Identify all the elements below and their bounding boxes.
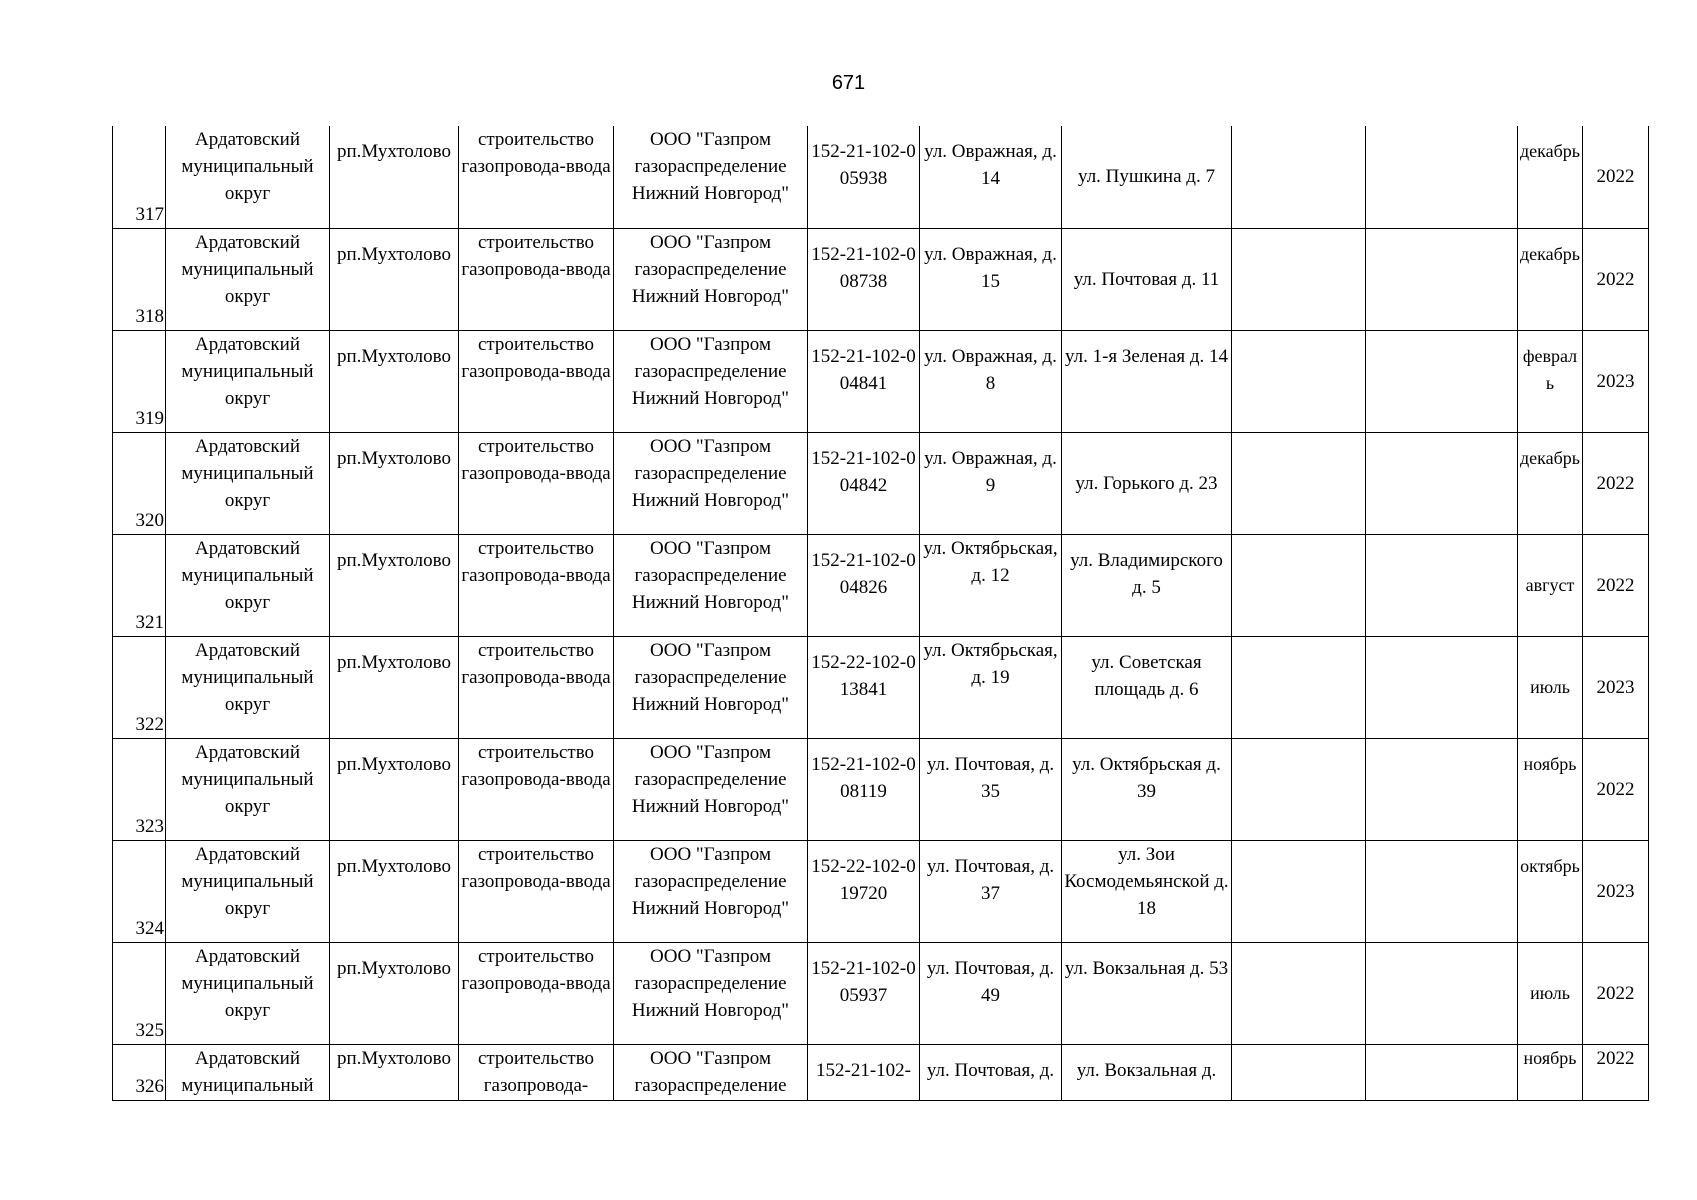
month-cell: август: [1518, 534, 1583, 636]
month-cell: ноябрь: [1518, 738, 1583, 840]
month-cell: ноябрь: [1518, 1044, 1583, 1100]
year-cell: 2023: [1583, 330, 1649, 432]
row-number: 326: [113, 1044, 166, 1100]
gas-pipeline-table: [112, 126, 1649, 1101]
table-row: [113, 228, 1649, 330]
organization-cell: ООО "Газпром газораспределение Нижний Новгород": [614, 432, 808, 534]
extra1-cell: [1232, 636, 1366, 738]
extra1-cell: [1232, 840, 1366, 942]
district-cell: Ардатовский муниципальный округ: [166, 738, 330, 840]
settlement-cell: рп.Мухтолово: [330, 942, 459, 1044]
table-row: [113, 1044, 1649, 1100]
extra2-cell: [1366, 126, 1518, 228]
row-number: 320: [113, 432, 166, 534]
row-number: 322: [113, 636, 166, 738]
table-body: [113, 126, 1649, 1100]
address2-cell: ул. Почтовая д. 11: [1062, 228, 1232, 330]
month-cell: июль: [1518, 636, 1583, 738]
table-row: [113, 330, 1649, 432]
organization-cell: ООО "Газпром газораспределение Нижний Новгород": [614, 228, 808, 330]
address-cell: ул. Овражная, д. 15: [920, 228, 1062, 330]
object-code-cell: 152-21-102-: [808, 1044, 920, 1100]
address-cell: ул. Овражная, д. 8: [920, 330, 1062, 432]
address2-cell: ул. 1-я Зеленая д. 14: [1062, 330, 1232, 432]
extra2-cell: [1366, 738, 1518, 840]
district-cell: Ардатовский муниципальный округ: [166, 636, 330, 738]
district-cell: Ардатовский муниципальный округ: [166, 840, 330, 942]
year-cell: 2022: [1583, 126, 1649, 228]
year-cell: 2022: [1583, 942, 1649, 1044]
address-cell: ул. Почтовая, д.: [920, 1044, 1062, 1100]
object-code-cell: 152-21-102-005937: [808, 942, 920, 1044]
address-cell: ул. Октябрьская, д. 19: [920, 636, 1062, 738]
extra2-cell: [1366, 330, 1518, 432]
extra1-cell: [1232, 126, 1366, 228]
address2-cell: ул. Вокзальная д.: [1062, 1044, 1232, 1100]
page-number: 671: [831, 72, 866, 94]
extra1-cell: [1232, 738, 1366, 840]
table-row: [113, 636, 1649, 738]
settlement-cell: рп.Мухтолово: [330, 738, 459, 840]
district-cell: Ардатовский муниципальный округ: [166, 126, 330, 228]
extra1-cell: [1232, 228, 1366, 330]
settlement-cell: рп.Мухтолово: [330, 636, 459, 738]
settlement-cell: рп.Мухтолово: [330, 228, 459, 330]
district-cell: Ардатовский муниципальный округ: [166, 534, 330, 636]
extra1-cell: [1232, 1044, 1366, 1100]
work-type-cell: строительство газопровода-ввода: [459, 840, 614, 942]
extra2-cell: [1366, 942, 1518, 1044]
work-type-cell: строительство газопровода-ввода: [459, 432, 614, 534]
month-cell: октябрь: [1518, 840, 1583, 942]
address2-cell: ул. Горького д. 23: [1062, 432, 1232, 534]
table-row: [113, 534, 1649, 636]
table-row: [113, 126, 1649, 228]
row-number: 321: [113, 534, 166, 636]
year-cell: 2023: [1583, 840, 1649, 942]
year-cell: 2022: [1583, 738, 1649, 840]
address-cell: ул. Почтовая, д. 35: [920, 738, 1062, 840]
settlement-cell: рп.Мухтолово: [330, 330, 459, 432]
settlement-cell: рп.Мухтолово: [330, 126, 459, 228]
extra1-cell: [1232, 942, 1366, 1044]
address-cell: ул. Овражная, д. 9: [920, 432, 1062, 534]
extra1-cell: [1232, 432, 1366, 534]
row-number: 317: [113, 126, 166, 228]
address2-cell: ул. Зои Космодемьянской д. 18: [1062, 840, 1232, 942]
row-number: 318: [113, 228, 166, 330]
table-row: [113, 942, 1649, 1044]
row-number: 324: [113, 840, 166, 942]
settlement-cell: рп.Мухтолово: [330, 534, 459, 636]
object-code-cell: 152-21-102-004826: [808, 534, 920, 636]
year-cell: 2022: [1583, 432, 1649, 534]
work-type-cell: строительство газопровода-ввода: [459, 228, 614, 330]
district-cell: Ардатовский муниципальный округ: [166, 228, 330, 330]
row-number: 319: [113, 330, 166, 432]
settlement-cell: рп.Мухтолово: [330, 1044, 459, 1100]
organization-cell: ООО "Газпром газораспределение Нижний Новгород": [614, 534, 808, 636]
object-code-cell: 152-22-102-019720: [808, 840, 920, 942]
address-cell: ул. Почтовая, д. 37: [920, 840, 1062, 942]
object-code-cell: 152-21-102-005938: [808, 126, 920, 228]
extra2-cell: [1366, 228, 1518, 330]
work-type-cell: строительство газопровода-: [459, 1044, 614, 1100]
extra1-cell: [1232, 534, 1366, 636]
object-code-cell: 152-22-102-013841: [808, 636, 920, 738]
extra1-cell: [1232, 330, 1366, 432]
address2-cell: ул. Вокзальная д. 53: [1062, 942, 1232, 1044]
address2-cell: ул. Октябрьская д. 39: [1062, 738, 1232, 840]
address-cell: ул. Овражная, д. 14: [920, 126, 1062, 228]
organization-cell: ООО "Газпром газораспределение Нижний Новгород": [614, 942, 808, 1044]
year-cell: 2023: [1583, 636, 1649, 738]
address-cell: ул. Почтовая, д. 49: [920, 942, 1062, 1044]
month-cell: июль: [1518, 942, 1583, 1044]
district-cell: Ардатовский муниципальный округ: [166, 432, 330, 534]
table-row: [113, 840, 1649, 942]
object-code-cell: 152-21-102-004841: [808, 330, 920, 432]
year-cell: 2022: [1583, 228, 1649, 330]
address2-cell: ул. Владимирского д. 5: [1062, 534, 1232, 636]
organization-cell: ООО "Газпром газораспределение Нижний Новгород": [614, 126, 808, 228]
month-cell: декабрь: [1518, 228, 1583, 330]
table-row: [113, 432, 1649, 534]
extra2-cell: [1366, 1044, 1518, 1100]
district-cell: Ардатовский муниципальный: [166, 1044, 330, 1100]
settlement-cell: рп.Мухтолово: [330, 840, 459, 942]
work-type-cell: строительство газопровода-ввода: [459, 738, 614, 840]
work-type-cell: строительство газопровода-ввода: [459, 636, 614, 738]
extra2-cell: [1366, 534, 1518, 636]
district-cell: Ардатовский муниципальный округ: [166, 942, 330, 1044]
work-type-cell: строительство газопровода-ввода: [459, 126, 614, 228]
organization-cell: ООО "Газпром газораспределение Нижний Новгород": [614, 330, 808, 432]
work-type-cell: строительство газопровода-ввода: [459, 942, 614, 1044]
work-type-cell: строительство газопровода-ввода: [459, 330, 614, 432]
row-number: 323: [113, 738, 166, 840]
district-cell: Ардатовский муниципальный округ: [166, 330, 330, 432]
organization-cell: ООО "Газпром газораспределение Нижний Новгород": [614, 840, 808, 942]
extra2-cell: [1366, 636, 1518, 738]
work-type-cell: строительство газопровода-ввода: [459, 534, 614, 636]
address-cell: ул. Октябрьская, д. 12: [920, 534, 1062, 636]
settlement-cell: рп.Мухтолово: [330, 432, 459, 534]
organization-cell: ООО "Газпром газораспределение Нижний Новгород": [614, 636, 808, 738]
extra2-cell: [1366, 432, 1518, 534]
month-cell: декабрь: [1518, 432, 1583, 534]
organization-cell: ООО "Газпром газораспределение Нижний Новгород": [614, 738, 808, 840]
extra2-cell: [1366, 840, 1518, 942]
organization-cell: ООО "Газпром газораспределение: [614, 1044, 808, 1100]
object-code-cell: 152-21-102-008738: [808, 228, 920, 330]
month-cell: декабрь: [1518, 126, 1583, 228]
address2-cell: ул. Советская площадь д. 6: [1062, 636, 1232, 738]
object-code-cell: 152-21-102-004842: [808, 432, 920, 534]
month-cell: февраль: [1518, 330, 1583, 432]
year-cell: 2022: [1583, 534, 1649, 636]
table-row: [113, 738, 1649, 840]
year-cell: 2022: [1583, 1044, 1649, 1100]
object-code-cell: 152-21-102-008119: [808, 738, 920, 840]
row-number: 325: [113, 942, 166, 1044]
address2-cell: ул. Пушкина д. 7: [1062, 126, 1232, 228]
